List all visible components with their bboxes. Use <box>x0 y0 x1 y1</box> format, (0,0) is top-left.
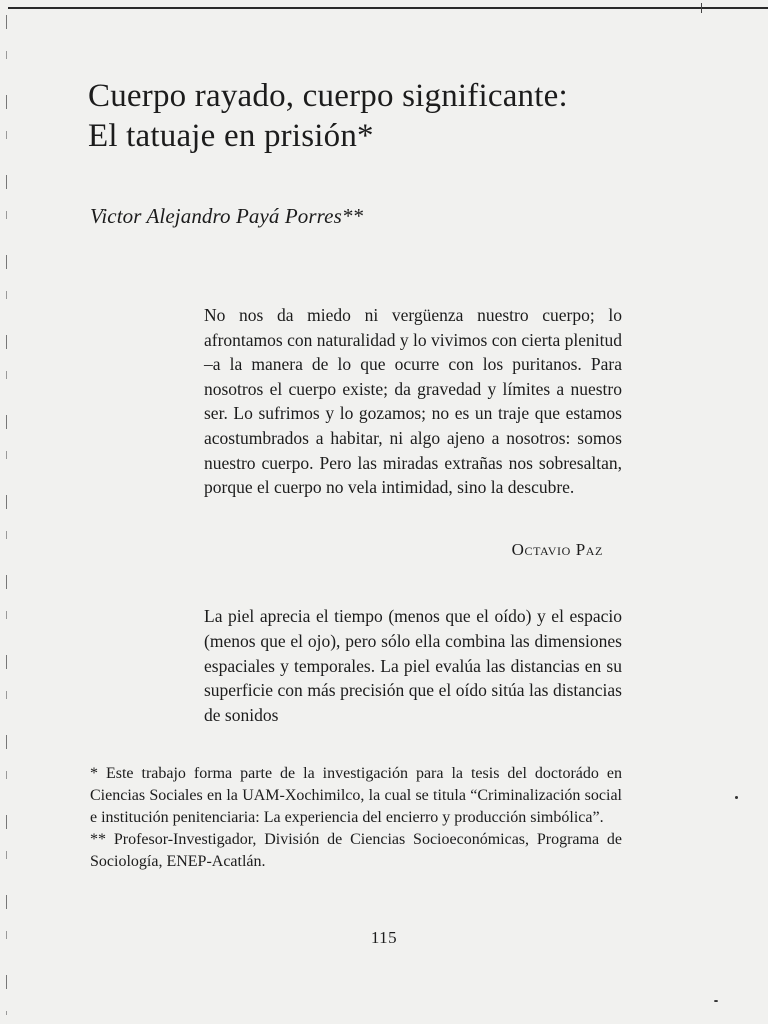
footnotes <box>90 763 622 873</box>
author-name: Victor Alejandro Payá Porres** <box>90 204 364 228</box>
top-border-line <box>8 7 768 9</box>
title-line-2: El tatuaje en prisión* <box>88 118 374 154</box>
scan-left-edge <box>6 15 7 1015</box>
article-title <box>88 76 708 156</box>
footnote-2: ** Profesor-Investigador, División de Ciencias Socioeconómicas, Programa de Sociología, ENEP-Acatlán. <box>90 831 622 870</box>
page-number: 115 <box>370 928 398 947</box>
scan-speck <box>714 1000 718 1002</box>
epigraph-attribution: Octavio Paz <box>511 540 603 559</box>
scan-speck <box>735 796 738 799</box>
epigraph-quote: No nos da miedo ni vergüenza nuestro cuerpo; lo afrontamos con naturalidad y lo vivimos con cierta plenitud –a la manera de lo que ocurre con los puritanos. Para nosotros el cuerpo existe; da gravedad y límites a nuestro ser. Lo sufrimos y lo gozamos; no es un traje que estamos acostumbrados a habitar, ni algo ajeno a nosotros: somos nuestro cuerpo. Pero las miradas extrañas nos sobresaltan, porque el cuerpo no vela intimidad, sino la descubre. <box>204 305 622 498</box>
title-line-1: Cuerpo rayado, cuerpo significante: <box>88 78 568 114</box>
footnote-1: * Este trabajo forma parte de la investigación para la tesis del doctorádo en Ciencias Sociales en la UAM-Xochimilco, la cual se titula “Criminalización social e institución penitenciaria: La experiencia del encierro y producción simbólica”. <box>90 765 622 826</box>
body-paragraph: La piel aprecia el tiempo (menos que el oído) y el espacio (menos que el ojo), pero sólo ella combina las dimensiones espaciales y temporales. La piel evalúa las distancias en su superficie con más precisión que el oído sitúa las distancias de sonidos <box>204 606 622 726</box>
